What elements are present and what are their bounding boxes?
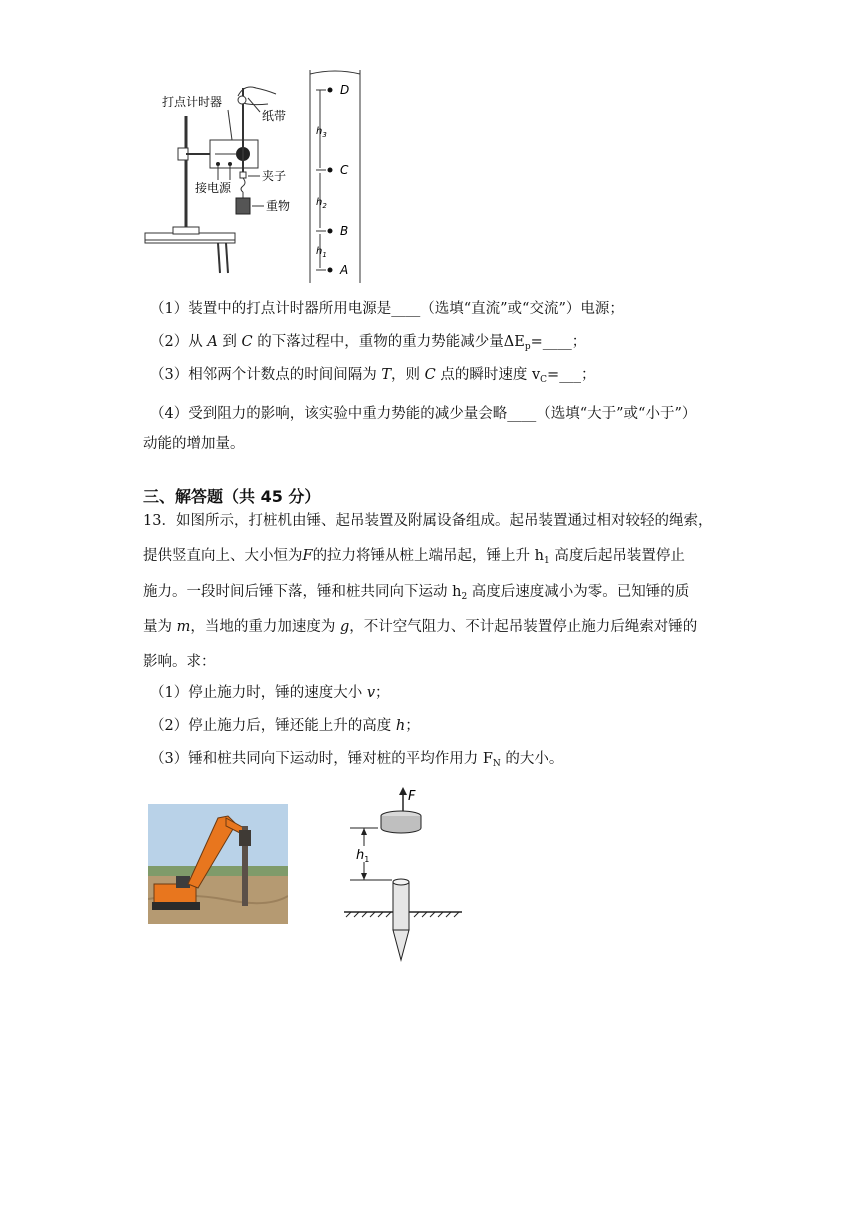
tape-diagram [310,70,360,283]
q13-line-4: 量为 m，当地的重力加速度为 g，不计空气阻力、不计起吊装置停止施力后绳索对锤的 [143,619,698,635]
label-clamp: 夹子 [262,169,287,183]
q12-item-4: （4）受到阻力的影响，该实验中重力势能的减少量会略____（选填“大于”或“小于”） [150,406,697,422]
section-heading: 三、解答题（共 45 分） [143,487,321,506]
q13-item-3: （3）锤和桩共同向下运动时，锤对桩的平均作用力 $F_N$ 的大小。 [150,751,564,769]
q13-line-5: 影响。求： [143,654,216,670]
point-a [328,268,333,273]
q12-item-3: （3）相邻两个计数点的时间间隔为 T，则 C 点的瞬时速度 $v_C=\_\_\_$； [150,367,596,385]
height-label: $h_1$ [356,848,370,864]
hammer [381,811,421,833]
svg-text:h2: $h_2$ [316,197,327,210]
label-power: 接电源 [195,181,232,195]
q13-item-1: （1）停止施力时，锤的速度大小 v； [150,685,390,701]
point-c [328,168,333,173]
svg-text:C: C [340,163,349,177]
label-timer: 打点计时器 [162,95,223,109]
q13-line-2: 提供竖直向上、大小恒为F的拉力将锤从桩上端吊起，锤上升 $h_1$ 高度后起吊装置停止 [143,548,685,566]
q13-line-1: 13．如图所示，打桩机由锤、起吊装置及附属设备组成。起吊装置通过相对较轻的绳索， [143,513,713,529]
label-weight: 重物 [266,199,291,213]
apparatus-figure [140,68,380,283]
force-label: F [408,789,416,804]
pile-driver-photo [148,804,288,924]
svg-text:B: B [340,224,349,238]
point-b [328,229,333,234]
svg-text:h3: $h_3$ [316,126,327,139]
svg-text:D: D [340,83,350,97]
q13-line-3: 施力。一段时间后锤下落，锤和桩共同向下运动 $h_2$ 高度后速度减小为零。已知锤的质 [143,584,690,602]
q13-item-2: （2）停止施力后，锤还能上升的高度 h； [150,718,420,734]
hammer-schematic [338,784,468,964]
weight [236,198,250,214]
q12-item-2: （2）从 A 到 C 的下落过程中，重物的重力势能减少量$\Delta E_p=\_\_\_\_$； [150,334,587,352]
label-tape: 纸带 [262,109,287,123]
svg-text:A: A [340,263,349,277]
q12-item-4-cont: 动能的增加量。 [143,436,245,452]
stand-base [173,227,199,234]
point-d [328,88,333,93]
q12-item-1: （1）装置中的打点计时器所用电源是____（选填“直流”或“交流”）电源； [150,301,624,317]
svg-text:h1: $h_1$ [316,246,327,259]
pile [393,879,409,960]
